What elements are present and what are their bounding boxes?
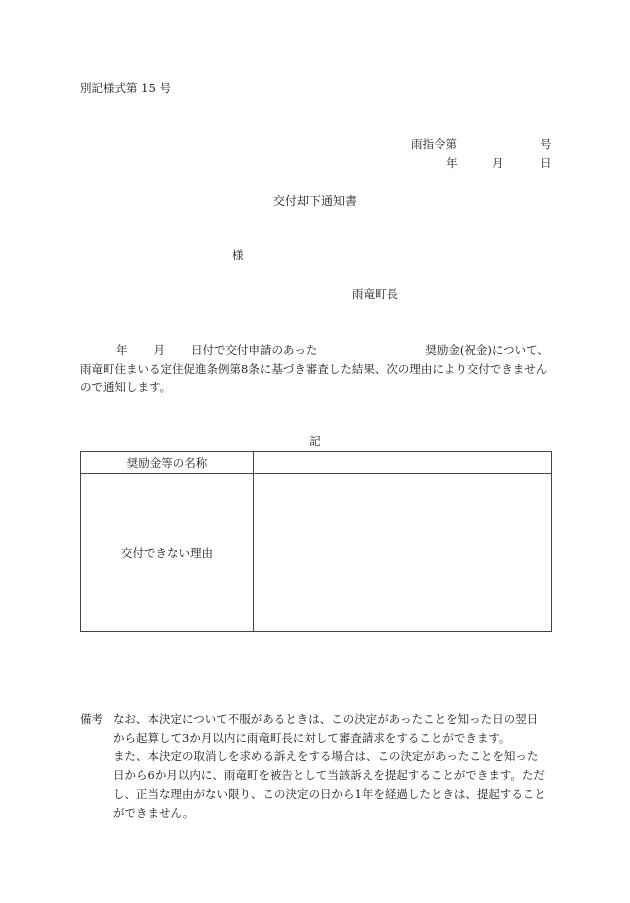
reference-number-label: 雨指令第 [411, 137, 457, 151]
remarks-line: また、本決定の取消しを求める訴えをする場合は、この決定があったことを知った [113, 749, 539, 764]
table-row [81, 474, 552, 632]
remarks-label: 備考 [80, 712, 103, 726]
body-year-label: 年 [116, 343, 128, 357]
date-month-label: 月 [492, 156, 504, 170]
body-line-3: ので通知します。 [80, 380, 172, 395]
remarks-line: から起算して3か月以内に雨竜町長に対して審査請求をすることができます。 [113, 730, 511, 745]
reason-value-cell [254, 474, 552, 632]
table-row [81, 452, 552, 474]
remarks-line: し、正当な理由がない限り、この決定の日から1年を経過したときは、提起すること [113, 786, 546, 801]
ki-heading: 記 [309, 434, 321, 448]
date-day-label: 日 [540, 156, 552, 170]
addressee-honorific: 様 [232, 248, 244, 262]
body-grant-text: 奨励金(祝金)について、 [425, 343, 549, 357]
remarks-line: 日から6か月以内に、雨竜町を被告として当該訴えを提起することができます。ただ [113, 768, 545, 783]
body-line-1 [80, 341, 554, 360]
remarks-line: なお、本決定について不服があるときは、この決定があったことを知った日の翌日 [113, 712, 539, 726]
body-month-label: 月 [153, 343, 165, 357]
remarks-line: ができません。 [113, 805, 195, 820]
reference-number-suffix: 号 [540, 137, 552, 151]
document-title: 交付却下通知書 [272, 194, 357, 208]
reason-label-cell: 交付できない理由 [81, 474, 254, 632]
notice-body [80, 341, 554, 397]
remarks-body [113, 710, 555, 822]
grant-name-value-cell [254, 452, 552, 474]
body-application-text: 日付で交付申請のあった [191, 343, 318, 357]
date-year-label: 年 [446, 156, 458, 170]
record-table [80, 451, 552, 632]
form-number: 別記様式第 15 号 [80, 81, 171, 95]
grant-name-label-cell: 奨励金等の名称 [81, 452, 254, 474]
issuer-name: 雨竜町長 [352, 287, 398, 301]
body-line-2: 雨竜町住まいる定住促進条例第8条に基づき審査した結果、次の理由により交付できません [80, 361, 548, 376]
